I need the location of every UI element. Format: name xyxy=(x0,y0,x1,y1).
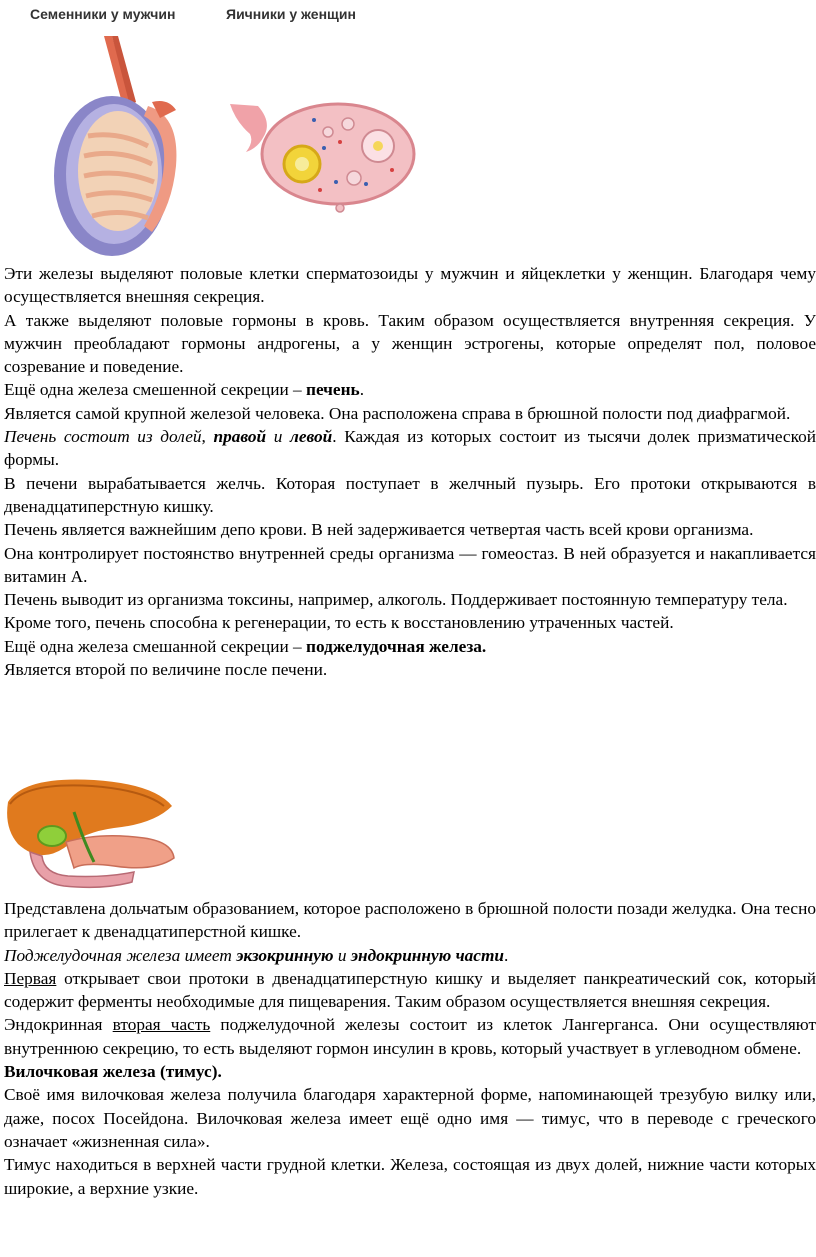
paragraph: Своё имя вилочковая железа получила благодаря характерной форме, напоминающей трезубую вилку или, даже, посох Посейдона. Вилочковая железа имеет ещё одно имя — тимус, что в переводе с греческого означает «жизненная сила». xyxy=(4,1085,816,1151)
paragraph: Ещё одна железа смешанной секреции – поджелудочная железа. xyxy=(4,636,487,656)
paragraph: Эти железы выделяют половые клетки сперматозоиды у мужчин и яйцеклетки у женщин. Благодаря чему осуществляется внешняя секреция. xyxy=(4,264,816,307)
testis-illustration xyxy=(48,36,198,258)
paragraph: Печень является важнейшим депо крови. В ней задерживается четвертая часть всей крови организма. xyxy=(4,520,754,540)
paragraph: Печень состоит из долей, правой и левой. Каждая из которых состоит из тысячи долек призматической формы. xyxy=(4,427,816,470)
paragraph: Первая открывает свои протоки в двенадцатиперстную кишку и выделяет панкреатический сок, который содержит ферменты необходимые для пищеварения. Таким образом осуществляется внешняя секреция. xyxy=(4,968,816,1012)
ovary-illustration xyxy=(228,92,418,214)
paragraph: Ещё одна железа смешенной секреции – печень. xyxy=(4,380,365,400)
paragraph: Эндокринная вторая часть поджелудочной железы состоит из клеток Лангерганса. Они осуществляют внутреннюю секрецию, то есть выделяют гормон инсулин в кровь, который участвует в углеводном обмене. xyxy=(4,1015,816,1058)
caption-testes: Семенники у мужчин xyxy=(30,6,176,22)
paragraph: Представлена дольчатым образованием, которое расположено в брюшной полости позади желудка. Она тесно прилегает к двенадцатиперстной кишке. xyxy=(4,899,816,942)
paragraph: Тимус находиться в верхней части грудной клетки. Железа, состоящая из двух долей, нижние части которых широкие, а верхние узкие. xyxy=(4,1155,816,1198)
paragraph: Является самой крупной железой человека. Она расположена справа в брюшной полости под диафрагмой. xyxy=(4,403,791,423)
text-block-pancreas-thymus xyxy=(4,897,816,1200)
paragraph: Поджелудочная железа имеет экзокринную и эндокринную части. xyxy=(4,945,509,965)
paragraph: Является второй по величине после печени. xyxy=(4,660,328,680)
paragraph: В печени вырабатывается желчь. Которая поступает в желчный пузырь. Его протоки открываются в двенадцатиперстную кишку. xyxy=(4,473,816,516)
liver-pancreas-illustration xyxy=(4,772,182,894)
caption-ovaries: Яичники у женщин xyxy=(226,6,356,22)
paragraph: Печень выводит из организма токсины, например, алкоголь. Поддерживает постоянную температуру тела. xyxy=(4,590,788,610)
paragraph: А также выделяют половые гормоны в кровь. Таким образом осуществляется внутренняя секреция. У мужчин преобладают гормоны андрогены, а у женщин эстрогены, которые определят пол, половое созревание и поведение. xyxy=(4,310,816,377)
section-heading: Вилочковая железа (тимус). xyxy=(4,1062,222,1082)
text-block-glands-liver xyxy=(4,262,816,681)
paragraph: Она контролирует постоянство внутренней среды организма — гомеостаз. В ней образуется и накапливается витамин А. xyxy=(4,543,816,586)
paragraph: Кроме того, печень способна к регенерации, то есть к восстановлению утраченных частей. xyxy=(4,613,674,633)
